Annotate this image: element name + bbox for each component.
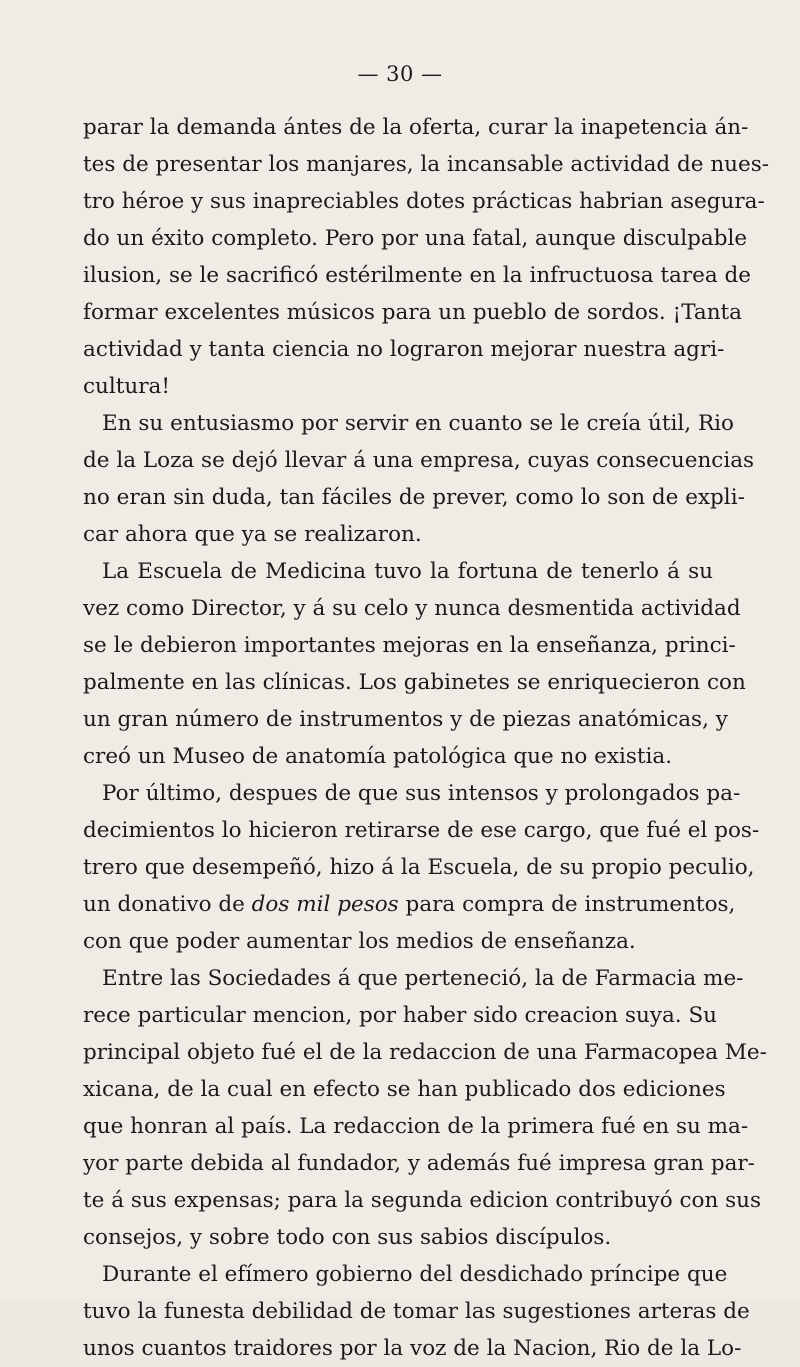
text-fragment: para compra de instrumentos,: [398, 892, 736, 917]
paragraph-6: [83, 1256, 750, 1367]
text-line: de la Loza se dejó llevar á una empresa, cuyas consecuencias: [83, 448, 755, 473]
text-line: creó un Museo de anatomía patológica que no existia.: [83, 744, 673, 769]
paragraph-5: [83, 960, 767, 1256]
text-line: En su entusiasmo por servir en cuanto se le creía útil, Rio: [102, 411, 734, 436]
text-line: un gran número de instrumentos y de piezas anatómicas, y: [83, 707, 728, 732]
text-line: parar la demanda ántes de la oferta, curar la inapetencia án-: [83, 115, 749, 140]
text-line: con que poder aumentar los medios de enseñanza.: [83, 929, 636, 954]
text-line: actividad y tanta ciencia no lograron mejorar nuestra agri-: [83, 337, 725, 362]
text-line: que honran al país. La redaccion de la primera fué en su ma-: [83, 1114, 749, 1139]
paragraph-1: [83, 109, 770, 405]
text-line: Durante el efímero gobierno del desdichado príncipe que: [102, 1262, 728, 1287]
text-line: car ahora que ya se realizaron.: [83, 522, 422, 547]
text-line: unos cuantos traidores por la voz de la Nacion, Rio de la Lo-: [83, 1336, 742, 1361]
text-line: te á sus expensas; para la segunda edicion contribuyó con sus: [83, 1188, 762, 1213]
paragraph-3: [83, 553, 746, 775]
text-line: trero que desempeñó, hizo á la Escuela, de su propio peculio,: [83, 855, 755, 880]
text-line: palmente en las clínicas. Los gabinetes se enriquecieron con: [83, 670, 746, 695]
text-line: no eran sin duda, tan fáciles de prever, como lo son de expli-: [83, 485, 745, 510]
text-line: tuvo la funesta debilidad de tomar las sugestiones arteras de: [83, 1299, 750, 1324]
text-line: formar excelentes músicos para un pueblo de sordos. ¡Tanta: [83, 300, 742, 325]
text-line: decimientos lo hicieron retirarse de ese cargo, que fué el pos-: [83, 818, 760, 843]
text-fragment: un donativo de: [83, 892, 252, 917]
paragraph-4: [83, 775, 760, 960]
text-line: xicana, de la cual en efecto se han publicado dos ediciones: [83, 1077, 726, 1102]
text-line: La Escuela de Medicina tuvo la fortuna de tenerlo á su: [102, 559, 713, 584]
text-line: vez como Director, y á su celo y nunca desmentida actividad: [83, 596, 741, 621]
text-line: tro héroe y sus inapreciables dotes prácticas habrian asegura-: [83, 189, 765, 214]
emphasis-amount: dos mil pesos: [251, 892, 399, 917]
text-line: consejos, y sobre todo con sus sabios discípulos.: [83, 1225, 612, 1250]
text-line: se le debieron importantes mejoras en la enseñanza, princi-: [83, 633, 736, 658]
text-line: yor parte debida al fundador, y además fué impresa gran par-: [83, 1151, 755, 1176]
text-line: Por último, despues de que sus intensos y prolongados pa-: [102, 781, 741, 806]
text-line: rece particular mencion, por haber sido creacion suya. Su: [83, 1003, 718, 1028]
text-line: tes de presentar los manjares, la incansable actividad de nues-: [83, 152, 770, 177]
text-line: do un éxito completo. Pero por una fatal, aunque disculpable: [83, 226, 748, 251]
text-line: principal objeto fué el de la redaccion de una Farmacopea Me-: [83, 1040, 767, 1065]
text-line: cultura!: [83, 374, 170, 399]
paragraph-2: [83, 405, 755, 553]
body-text: [83, 109, 770, 1367]
text-line: ilusion, se le sacrificó estérilmente en la infructuosa tarea de: [83, 263, 752, 288]
text-line: Entre las Sociedades á que perteneció, la de Farmacia me-: [102, 966, 744, 991]
page-number: — 30 —: [357, 62, 443, 86]
text-line: [83, 886, 736, 923]
